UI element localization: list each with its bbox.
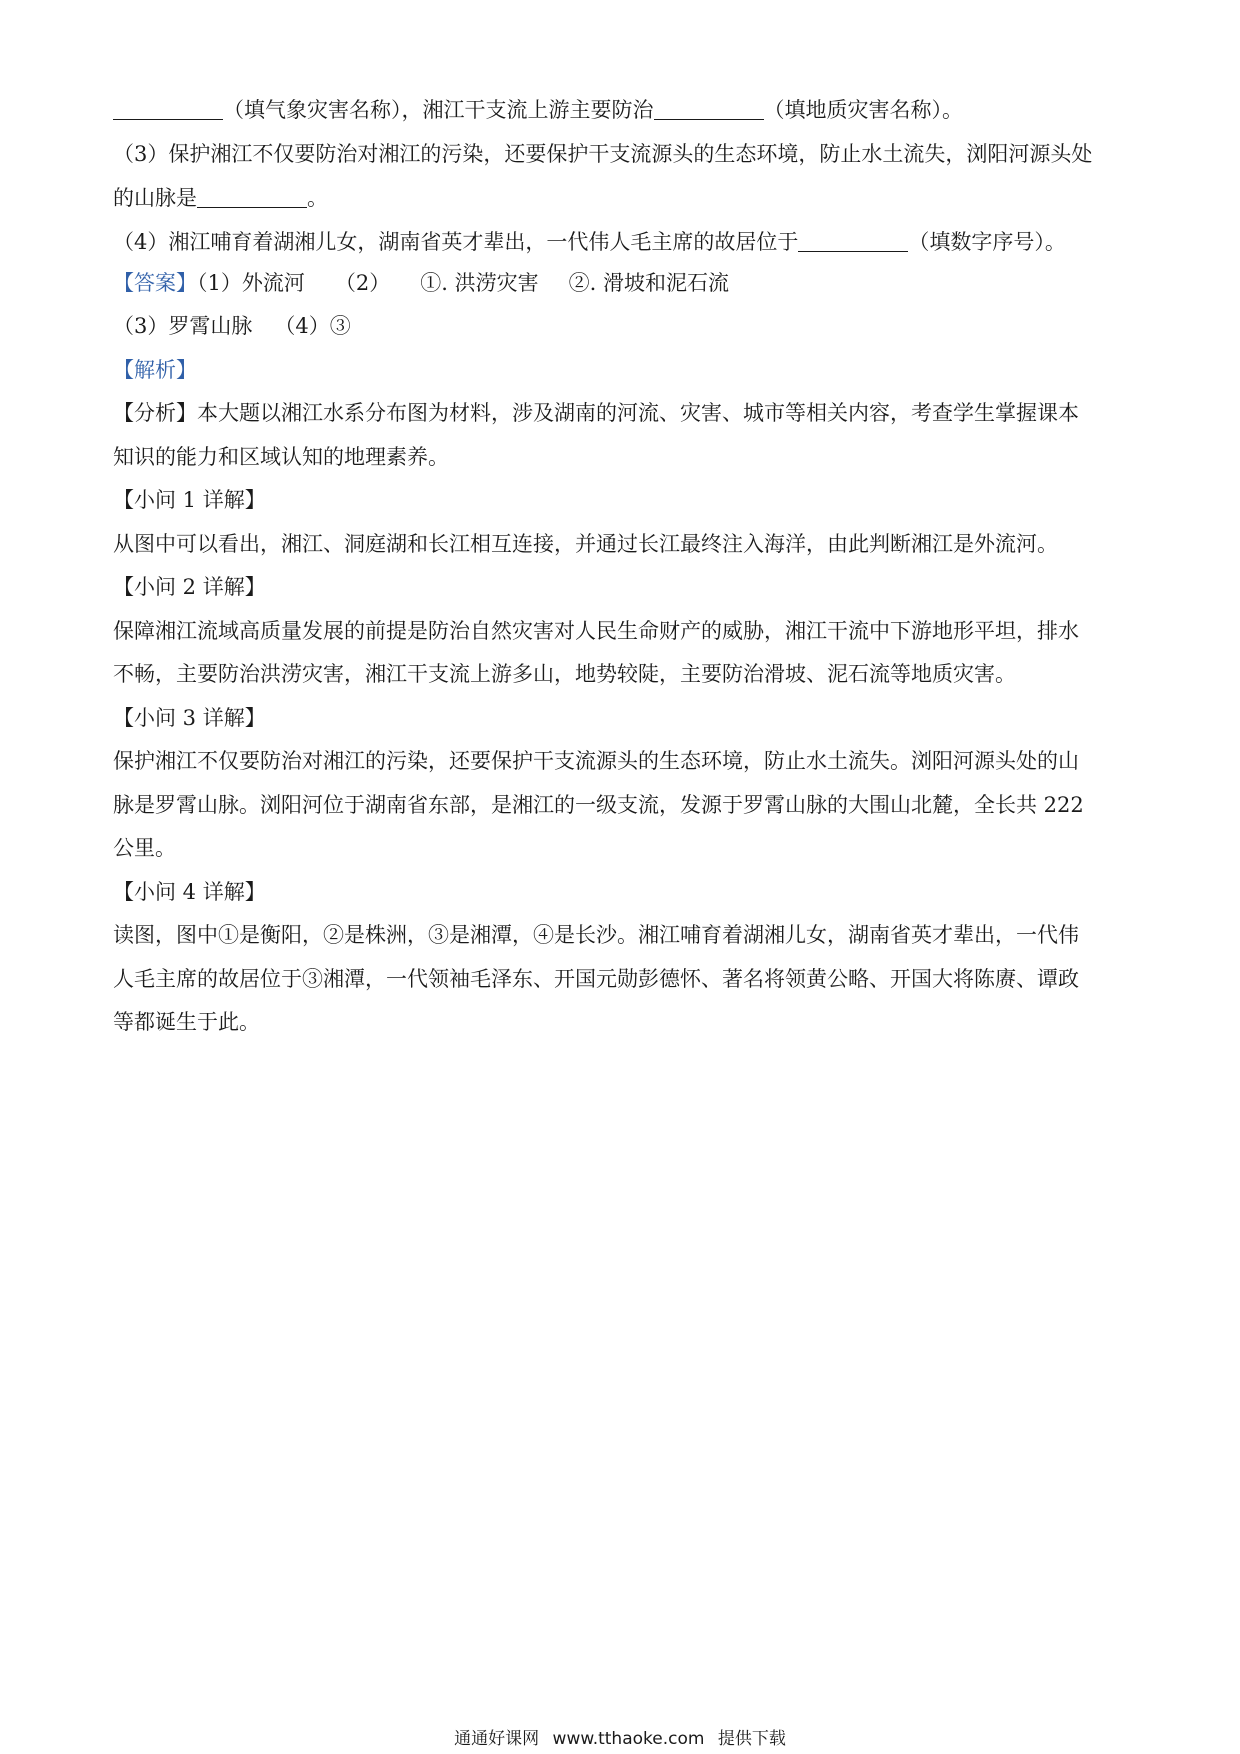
question-text: 。 (307, 186, 328, 210)
question-2-tail (113, 96, 963, 124)
question-4 (113, 228, 1066, 256)
question-3-line-2 (113, 184, 328, 212)
answer-2-1: ①. 洪涝灾害 (420, 271, 539, 295)
question-text: 的山脉是 (113, 186, 197, 210)
analysis-line-1: 【分析】本大题以湘江水系分布图为材料，涉及湖南的河流、灾害、城市等相关内容，考查学生掌握课本 (113, 401, 1079, 425)
sub-question-1-heading: 【小问 1 详解】 (113, 488, 266, 512)
footer-tagline: 提供下载 (717, 1729, 786, 1749)
sub-question-2-heading: 【小问 2 详解】 (113, 575, 266, 599)
page-footer (0, 1728, 1240, 1750)
answer-line-2 (113, 312, 351, 340)
analysis-line-2: 知识的能力和区域认知的地理素养。 (113, 445, 449, 469)
analysis-tag: 【解析】 (113, 358, 197, 382)
answer-tag: 【答案】 (113, 271, 197, 295)
question-text: （填数字序号）。 (908, 230, 1066, 254)
footer-url[interactable]: www.tthaoke.com (552, 1729, 705, 1749)
sub-question-2-line-1: 保障湘江流域高质量发展的前提是防治自然灾害对人民生命财产的威胁，湘江干流中下游地形平坦，排水 (113, 619, 1079, 643)
answer-4: （4）③ (274, 314, 351, 338)
answer-line-1 (113, 269, 729, 297)
sub-question-4-line-3: 等都诞生于此。 (113, 1010, 260, 1034)
sub-question-2-line-2: 不畅，主要防治洪涝灾害，湘江干支流上游多山，地势较陡，主要防治滑坡、泥石流等地质灾害。 (113, 662, 1016, 686)
sub-question-3-line-2: 脉是罗霄山脉。浏阳河位于湖南省东部，是湘江的一级支流，发源于罗霄山脉的大围山北麓，全长共 222 (113, 793, 1084, 817)
answer-blank (798, 231, 908, 252)
question-text: （填地质灾害名称）。 (763, 98, 963, 122)
answer-blank (113, 99, 223, 120)
sub-question-4-heading: 【小问 4 详解】 (113, 880, 266, 904)
answer-3: （3）罗霄山脉 (113, 314, 253, 338)
answer-2-label: （2） (334, 271, 391, 295)
sub-question-4-line-2: 人毛主席的故居位于③湘潭，一代领袖毛泽东、开国元勋彭德怀、著名将领黄公略、开国大将陈赓、谭政 (113, 967, 1079, 991)
question-3-line-1: （3）保护湘江不仅要防治对湘江的污染，还要保护干支流源头的生态环境，防止水土流失，浏阳河源头处 (113, 142, 1093, 166)
answer-2-2: ②. 滑坡和泥石流 (568, 271, 729, 295)
sub-question-4-line-1: 读图，图中①是衡阳，②是株洲，③是湘潭，④是长沙。湘江哺育着湖湘儿女，湖南省英才辈出，一代伟 (113, 923, 1079, 947)
answer-blank (654, 99, 764, 120)
sub-question-3-line-1: 保护湘江不仅要防治对湘江的污染，还要保护干支流源头的生态环境，防止水土流失。浏阳河源头处的山 (113, 749, 1079, 773)
footer-site-name: 通通好课网 (454, 1729, 540, 1749)
sub-question-1-line-1: 从图中可以看出，湘江、洞庭湖和长江相互连接，并通过长江最终注入海洋，由此判断湘江是外流河。 (113, 532, 1058, 556)
sub-question-3-line-3: 公里。 (113, 836, 176, 860)
question-text: （4）湘江哺育着湖湘儿女，湖南省英才辈出，一代伟人毛主席的故居位于 (113, 230, 799, 254)
answer-blank (197, 187, 307, 208)
question-text: （填气象灾害名称），湘江干支流上游主要防治 (223, 98, 654, 122)
answer-1: （1）外流河 (197, 271, 305, 295)
sub-question-3-heading: 【小问 3 详解】 (113, 706, 266, 730)
